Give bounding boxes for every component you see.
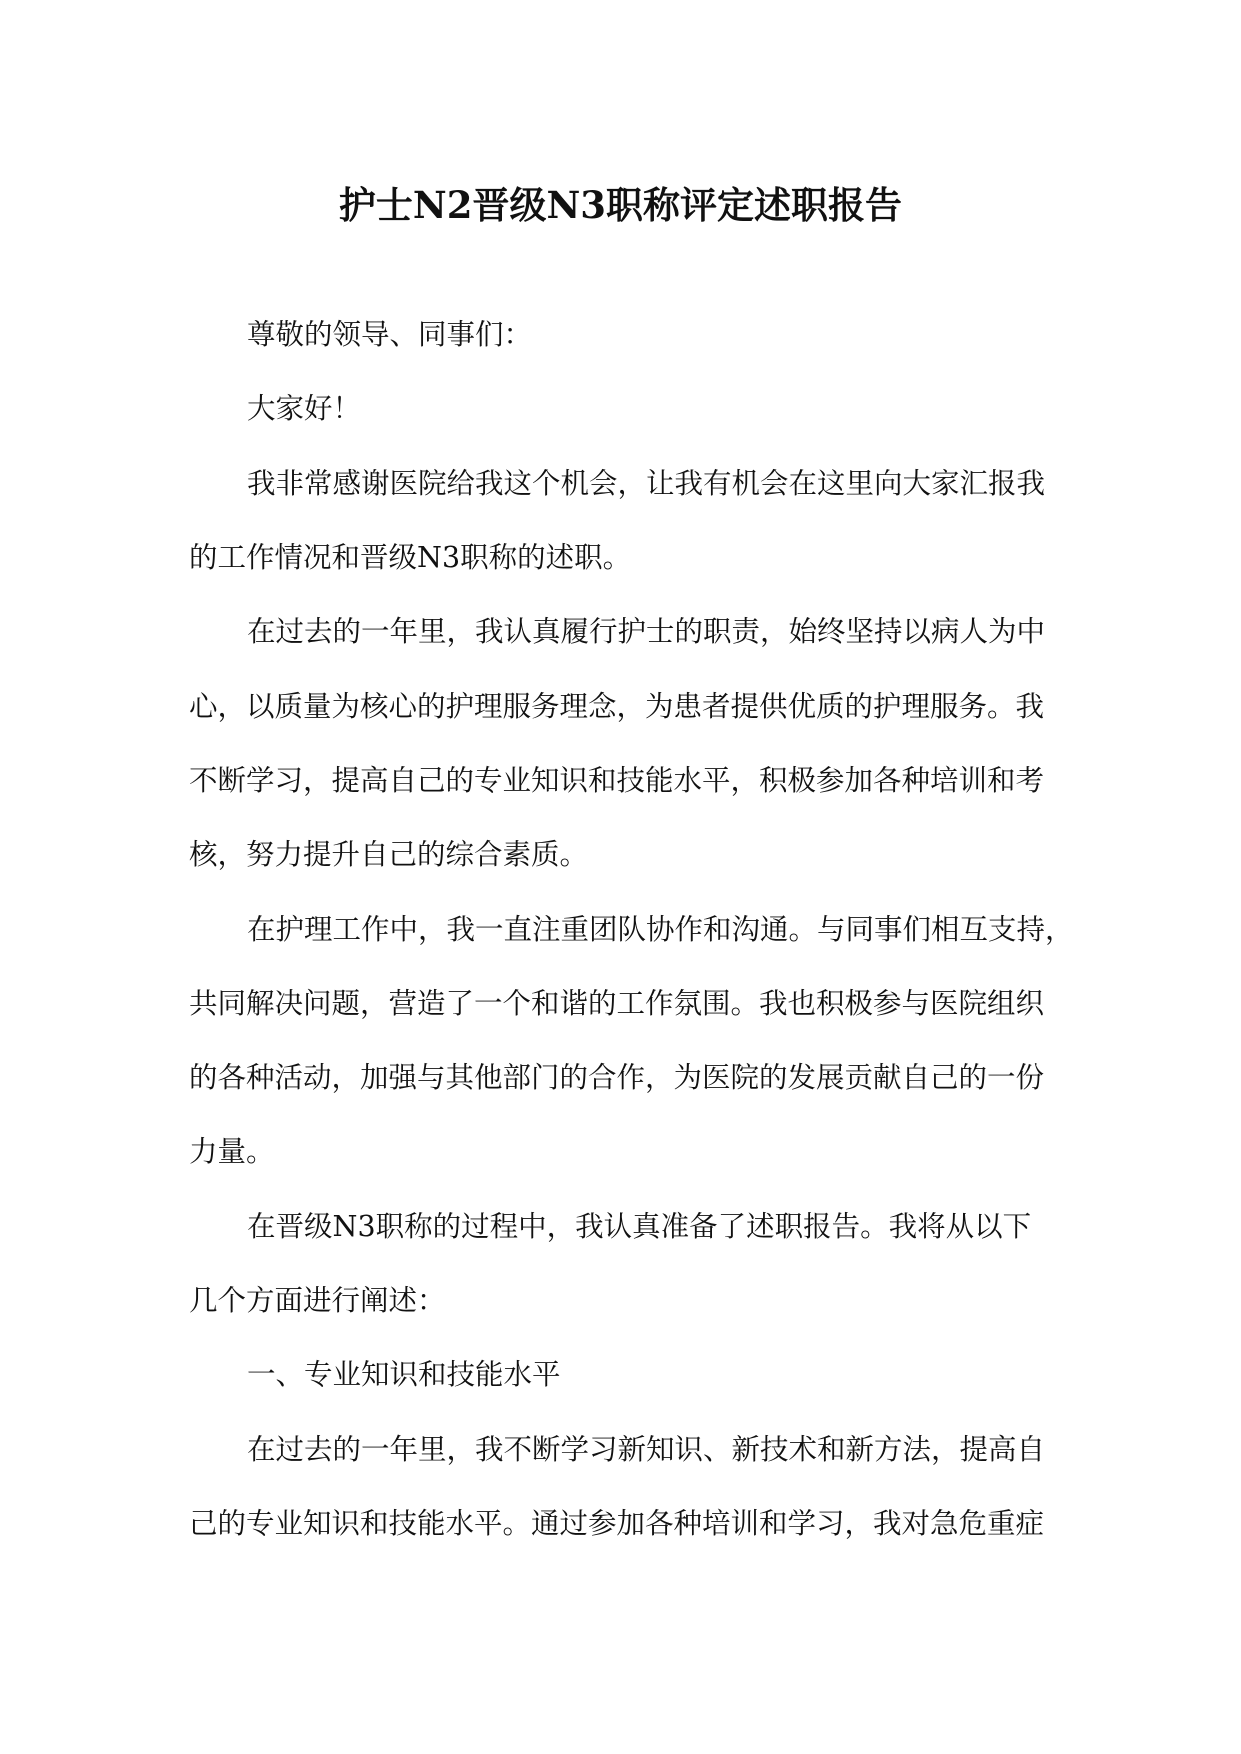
paragraph-line: 心，以质量为核心的护理服务理念，为患者提供优质的护理服务。我 (189, 690, 1045, 723)
paragraph-line: 不断学习，提高自己的专业知识和技能水平，积极参加各种培训和考 (189, 764, 1045, 797)
paragraph-line: 的工作情况和晋级N3职称的述职。 (189, 541, 632, 574)
document-title: 护士N2晋级N3职称评定述职报告 (338, 183, 903, 227)
paragraph-line: 的各种活动，加强与其他部门的合作，为医院的发展贡献自己的一份 (189, 1061, 1045, 1094)
paragraph-line: 在过去的一年里，我认真履行护士的职责，始终坚持以病人为中 (247, 615, 1046, 648)
paragraph-line: 大家好！ (247, 392, 362, 425)
paragraph-line: 在护理工作中，我一直注重团队协作和沟通。与同事们相互支持， (247, 913, 1074, 946)
paragraph-line: 在过去的一年里，我不断学习新知识、新技术和新方法，提高自 (247, 1433, 1046, 1466)
section-heading: 一、专业知识和技能水平 (247, 1358, 561, 1391)
paragraph-line: 力量。 (189, 1135, 275, 1168)
paragraph-line: 己的专业知识和技能水平。通过参加各种培训和学习，我对急危重症 (189, 1507, 1045, 1540)
paragraph-line: 尊敬的领导、同事们： (247, 318, 533, 351)
paragraph-line: 几个方面进行阐述： (189, 1284, 446, 1317)
paragraph-line: 核，努力提升自己的综合素质。 (189, 838, 589, 871)
paragraph-line: 在晋级N3职称的过程中，我认真准备了述职报告。我将从以下 (247, 1210, 1032, 1243)
paragraph-line: 共同解决问题，营造了一个和谐的工作氛围。我也积极参与医院组织 (189, 987, 1045, 1020)
paragraph-line: 我非常感谢医院给我这个机会，让我有机会在这里向大家汇报我 (247, 467, 1046, 500)
